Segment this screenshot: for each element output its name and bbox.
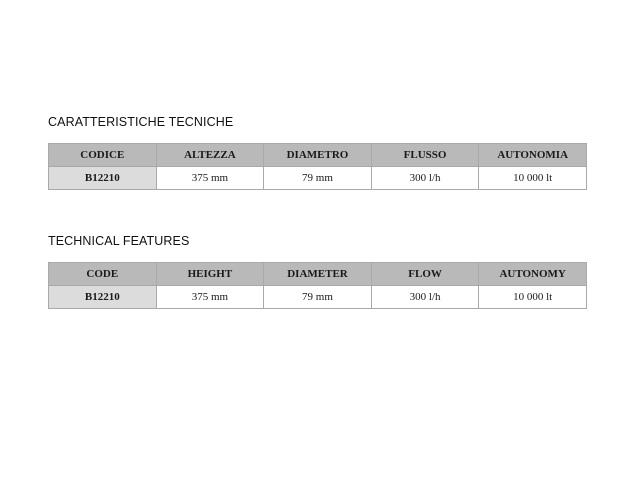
col-header-height: HEIGHT [156, 263, 264, 286]
section-title: CARATTERISTICHE TECNICHE [48, 115, 234, 129]
section-english [48, 233, 587, 309]
table-header-row [49, 144, 587, 167]
section-italian [48, 114, 587, 190]
table-row [49, 286, 587, 309]
col-header-diameter: DIAMETRO [264, 144, 372, 167]
cell-autonomy: 10 000 lt [479, 286, 587, 309]
col-header-diameter: DIAMETER [264, 263, 372, 286]
col-header-code: CODE [49, 263, 157, 286]
cell-flow: 300 l/h [371, 286, 479, 309]
col-header-code: CODICE [49, 144, 157, 167]
spec-table [48, 262, 587, 309]
cell-diameter: 79 mm [264, 167, 372, 190]
col-header-autonomy: AUTONOMY [479, 263, 587, 286]
table-header-row [49, 263, 587, 286]
col-header-flow: FLOW [371, 263, 479, 286]
col-header-autonomy: AUTONOMIA [479, 144, 587, 167]
cell-flow: 300 l/h [371, 167, 479, 190]
cell-code: B12210 [49, 286, 157, 309]
section-title: TECHNICAL FEATURES [48, 234, 190, 248]
spec-table [48, 143, 587, 190]
cell-code: B12210 [49, 167, 157, 190]
cell-diameter: 79 mm [264, 286, 372, 309]
col-header-height: ALTEZZA [156, 144, 264, 167]
col-header-flow: FLUSSO [371, 144, 479, 167]
cell-autonomy: 10 000 lt [479, 167, 587, 190]
cell-height: 375 mm [156, 286, 264, 309]
table-row [49, 167, 587, 190]
cell-height: 375 mm [156, 167, 264, 190]
